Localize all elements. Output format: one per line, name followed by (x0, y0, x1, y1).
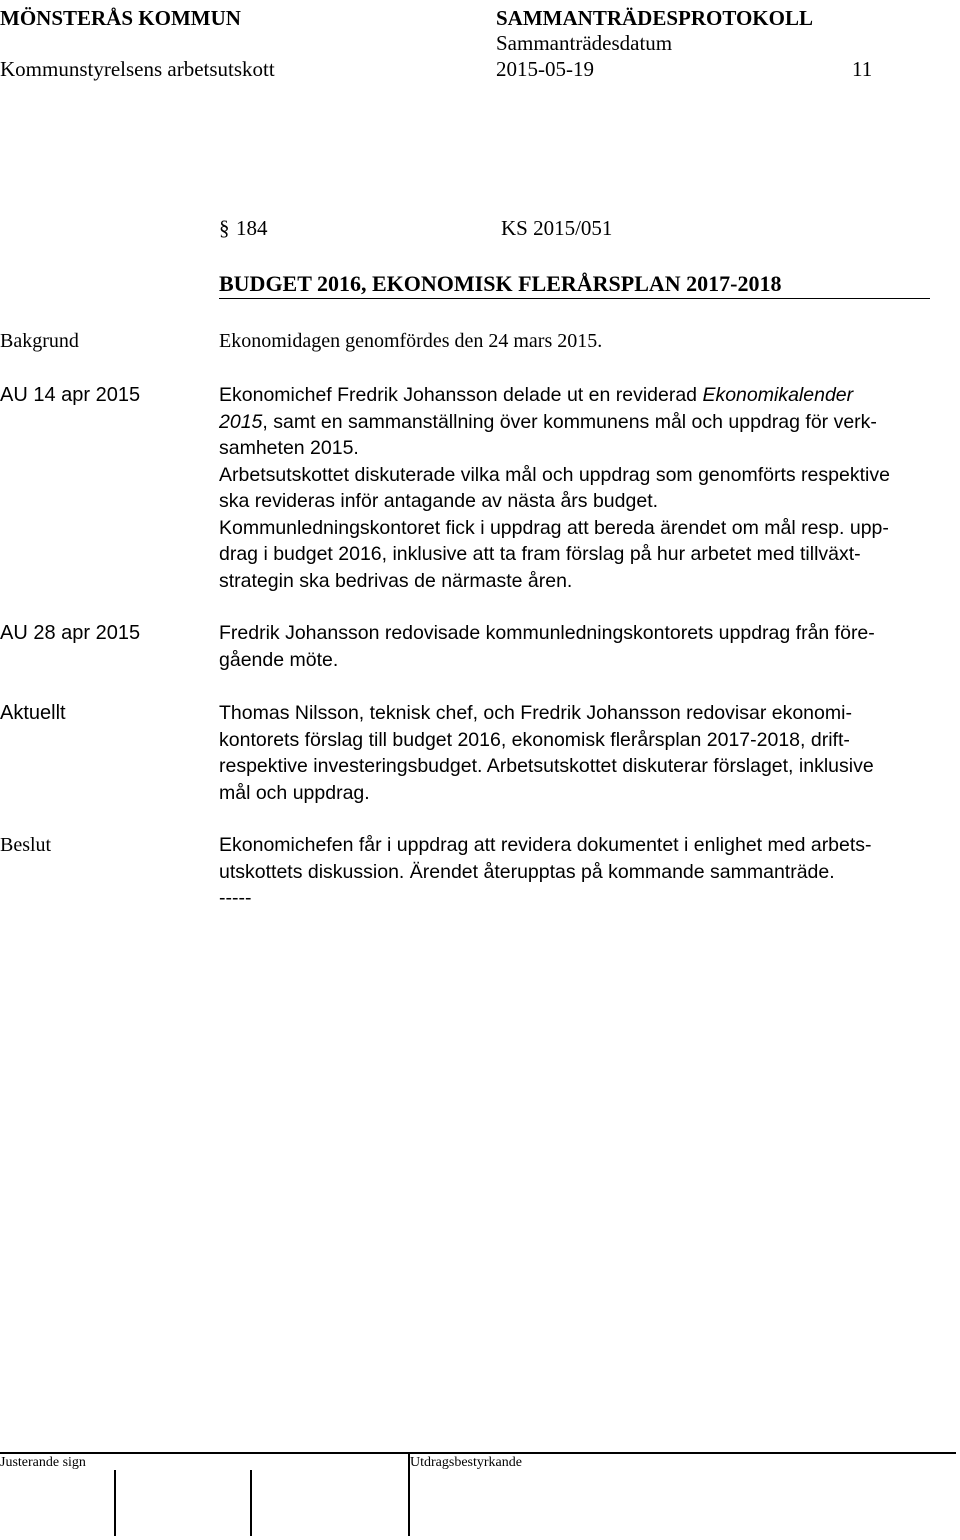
aktuellt-line: Thomas Nilsson, teknisk chef, och Fredrik Johansson redovisar ekonomi- (219, 702, 852, 724)
signature-box-divider (114, 1470, 116, 1536)
section-sign: § (219, 216, 230, 240)
case-reference: KS 2015/051 (501, 216, 613, 240)
au14-line1-text: Ekonomichef Fredrik Johansson delade ut en reviderad (219, 384, 703, 406)
aktuellt-line: mål och uppdrag. (219, 781, 370, 804)
au14-paragraph (219, 382, 931, 594)
aktuellt-line: kontorets förslag till budget 2016, ekonomisk flerårsplan 2017-2018, drift- (219, 728, 850, 751)
ekonomikalender-title: Ekonomikalender (702, 384, 854, 406)
label-au-14-apr: AU 14 apr 2015 (0, 384, 141, 406)
au14-line: strategin ska bedrivas de närmaste åren. (219, 569, 573, 592)
au14-line: drag i budget 2016, inklusive att ta fram förslag på hur arbetet med tillväxt- (219, 543, 861, 565)
au28-line: gående möte. (219, 648, 339, 671)
aktuellt-paragraph (219, 700, 931, 806)
aktuellt-line: respektive investeringsbudget. Arbetsutskottet diskuterar förslaget, inklusive (219, 755, 874, 777)
au14-line (219, 382, 931, 409)
protocol-title: SAMMANTRÄDESPROTOKOLL (496, 6, 813, 30)
label-bakgrund: Bakgrund (0, 330, 79, 352)
label-aktuellt: Aktuellt (0, 702, 66, 724)
au14-line: ska revideras inför antagande av nästa års budget. (219, 490, 659, 512)
beslut-line: utskottets diskussion. Ärendet återupptas på kommande sammanträde. (219, 860, 835, 883)
bakgrund-text: Ekonomidagen genomfördes den 24 mars 2015. (219, 330, 603, 352)
au14-line: samheten 2015. (219, 437, 359, 459)
au14-line (219, 409, 931, 436)
justerande-sign-label: Justerande sign (0, 1455, 86, 1470)
item-title: BUDGET 2016, EKONOMISK FLERÅRSPLAN 2017-2018 (219, 271, 782, 296)
committee-name: Kommunstyrelsens arbetsutskott (0, 57, 275, 81)
title-underline (219, 298, 930, 299)
au14-line2-text: , samt en sammanställning över kommunens mål och uppdrag för verk- (262, 410, 877, 433)
label-beslut: Beslut (0, 834, 52, 856)
footer-column-divider (408, 1452, 410, 1536)
meeting-date: 2015-05-19 (496, 57, 594, 81)
date-label: Sammanträdesdatum (496, 31, 673, 55)
au14-line: Kommunledningskontoret fick i uppdrag att bereda ärendet om mål resp. upp- (219, 516, 889, 539)
signature-box-divider (250, 1470, 252, 1536)
end-marker: ----- (219, 887, 252, 909)
au14-line: Arbetsutskottet diskuterade vilka mål och uppdrag som genomförts respektive (219, 463, 890, 486)
municipality-name: MÖNSTERÅS KOMMUN (0, 6, 241, 30)
label-au-28-apr: AU 28 apr 2015 (0, 622, 141, 644)
au28-paragraph (219, 620, 931, 673)
item-number: 184 (236, 216, 268, 240)
footer-top-rule (0, 1452, 956, 1454)
ekonomikalender-year: 2015 (219, 410, 263, 433)
beslut-paragraph (219, 832, 931, 912)
beslut-line: Ekonomichefen får i uppdrag att revidera dokumentet i enlighet med arbets- (219, 834, 872, 856)
au28-line: Fredrik Johansson redovisade kommunledningskontorets uppdrag från före- (219, 622, 875, 644)
page-number: 11 (852, 57, 873, 81)
utdragsbestyrkande-label: Utdragsbestyrkande (410, 1455, 522, 1470)
